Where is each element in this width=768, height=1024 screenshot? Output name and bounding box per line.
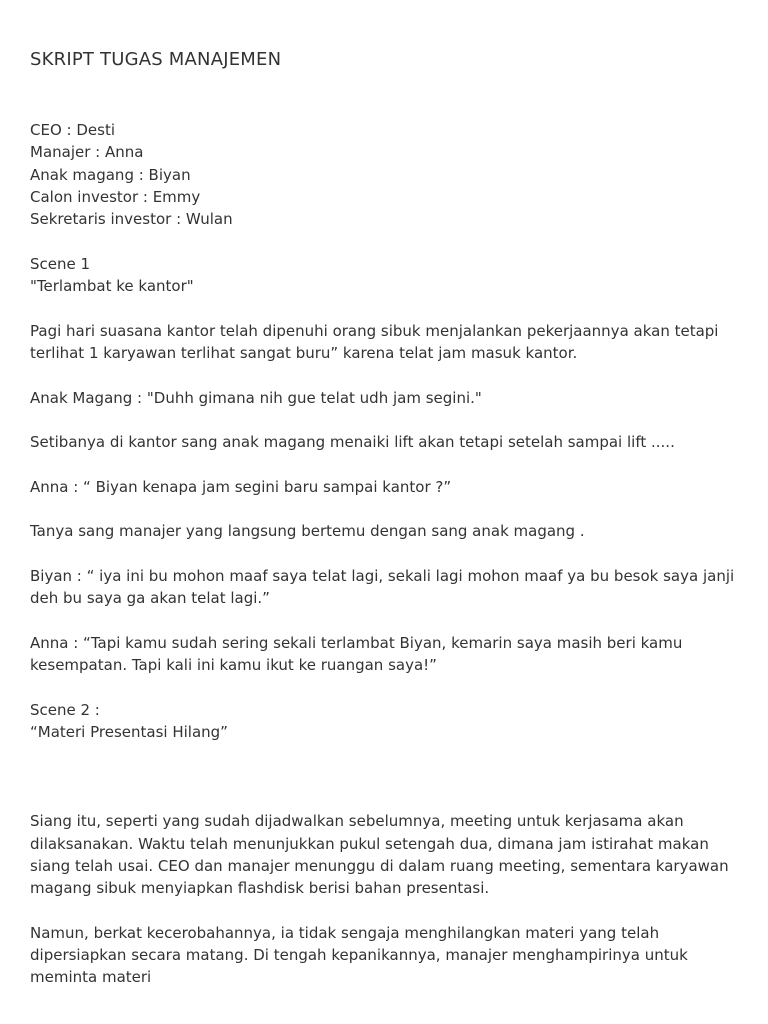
cast-item-ceo: CEO : Desti [30, 121, 115, 139]
cast-item-sekretaris-investor: Sekretaris investor : Wulan [30, 210, 233, 229]
scene-1-paragraph: Setibanya di kantor sang anak magang menaiki lift akan tetapi setelah sampai lift ..... [30, 433, 675, 452]
cast-list [30, 119, 738, 230]
scene-1-heading: Scene 1 [30, 254, 91, 273]
scene-1-paragraph: Pagi hari suasana kantor telah dipenuhi orang sibuk menjalankan pekerjaannya akan tetapi terlihat 1 karyawan terlihat sangat buru” karena telat jam masuk kantor. [30, 321, 719, 362]
cast-item-anak-magang: Anak magang : Biyan [30, 165, 191, 184]
scene-1-paragraph: Anna : “Tapi kamu sudah sering sekali terlambat Biyan, kemarin saya masih beri kamu kesempatan. Tapi kali ini kamu ikut ke ruangan saya!” [30, 633, 683, 675]
cast-item-manajer: Manajer : Anna [30, 143, 144, 162]
scene-2-paragraph: Namun, berkat kecerobahannya, ia tidak sengaja menghilangkan materi yang telah dipersiapkan secara matang. Di tengah kepanikannya, manajer menghampirinya untuk meminta materi [30, 923, 688, 987]
scene-1-paragraph: Biyan : “ iya ini bu mohon maaf saya telat lagi, sekali lagi mohon maaf ya bu besok saya janji deh bu saya ga akan telat lagi.” [30, 566, 735, 608]
scene-1-paragraph: Anak Magang : "Duhh gimana nih gue telat udh jam segini." [30, 388, 482, 407]
scene-1-header [30, 253, 738, 298]
scene-2-subtitle: “Materi Presentasi Hilang” [30, 723, 228, 742]
scene-1-subtitle: "Terlambat ke kantor" [30, 277, 194, 296]
cast-item-calon-investor: Calon investor : Emmy [30, 187, 201, 206]
scene-1-paragraph: Tanya sang manajer yang langsung bertemu dengan sang anak magang . [30, 522, 585, 541]
document-title: SKRIPT TUGAS MANAJEMEN [30, 49, 282, 70]
scene-2-heading: Scene 2 : [30, 700, 100, 719]
scene-2-paragraph: Siang itu, seperti yang sudah dijadwalkan sebelumnya, meeting untuk kerjasama akan dilaksanakan. Waktu telah menunjukkan pukul setengah dua, dimana jam istirahat makan siang telah usai. CEO dan manajer menunggu di dalam ruang meeting, sementara karyawan magang sibuk menyiapkan flashdisk berisi bahan presentasi. [30, 812, 729, 898]
scene-1-paragraph: Anna : “ Biyan kenapa jam segini baru sampai kantor ?” [30, 477, 452, 496]
scene-2-header [30, 699, 738, 744]
